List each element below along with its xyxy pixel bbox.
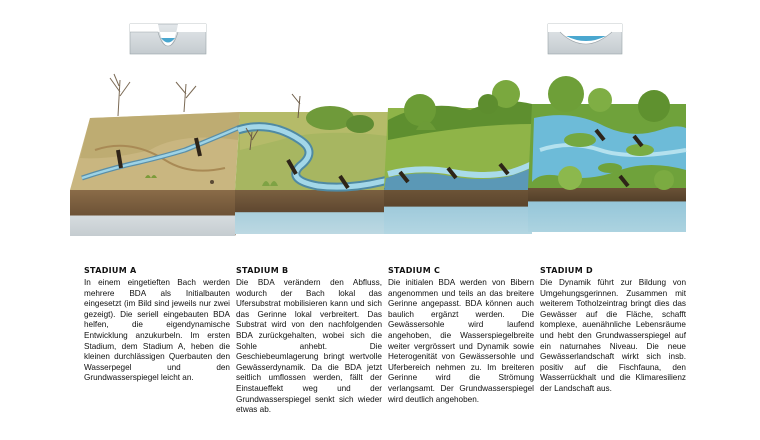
stage-b-description [236,266,382,416]
stage-b-title: STADIUM B [236,266,289,275]
block-stadium-c [384,80,532,234]
stage-d-title: STADIUM D [540,266,593,275]
stage-c-description [388,266,534,405]
cross-section-icon-a [130,24,206,54]
block-stadium-d [528,76,686,232]
stage-a-title: STADIUM A [84,266,137,275]
stage-a-description [84,266,230,384]
block-stadium-b [235,94,388,234]
stage-d-text: Die Dynamik führt zur Bildung von Umgehungsgerinnen. Zusammen mit weiterem Totholzeintrag bringt dies das Gewässer auf die Fläche, schafft komplexe, auenähnliche Lebensräume und hebt den Grundwasserspiegel auf ein naturnahes Niveau. Die neue Gewässerlandschaft wirkt sich insb. positiv auf die Fischfauna, den Wasserrückhalt und die Klimaresilienz der Landschaft aus. [540,278,686,393]
stage-b-text: Die BDA verändern den Abfluss, wodurch der Bach lokal das Ufersubstrat mobilisieren kann und sich das Gerinne lokal verbreitert. Das Substrat wird von den nachfolgenden BDA zurückgehalten, wobei sich die Sohle anhebt. Die Geschiebeumlagerung bringt wertvolle Gewässerdynamik. Da die BDA jetzt seitlich umflossen werden, fällt der Einstaueffekt weg und der Grundwasserspiegel senkt sich wieder etwas ab. [236,278,382,415]
stage-c-title: STADIUM C [388,266,441,275]
cross-section-icon-d [548,24,622,54]
stage-a-text: In einem eingetieften Bach werden mehrere BDA als Initialbauten eingesetzt (im Bild sind jeweils nur zwei gezeigt). Die seriell eingebauten BDA helfen, die eigendynamische Entwicklung anzukurbeln. Im ersten Stadium, dem Stadium A, heben die kleinen durchlässigen Querbauten den Wasserpegel und den Grundwasserspiegel leicht an. [84,278,230,383]
stage-c-text: Die initialen BDA werden von Bibern angenommen und teils an das breitere Gerinne angepasst. BDA können auch baulich ergänzt werden. Die Gewässersohle wird laufend angehoben, die Wasserspiegelbreite weiter vergrössert und Dynamik sowie Heterogenität von Gewässersohle und Uferbereich nehmen zu. Im breiteren Gerinne wird die Strömung verlangsamt. Der Grundwasserspiegel wird deutlich angehoben. [388,278,534,404]
block-stadium-a [70,74,240,236]
stage-d-description [540,266,686,395]
